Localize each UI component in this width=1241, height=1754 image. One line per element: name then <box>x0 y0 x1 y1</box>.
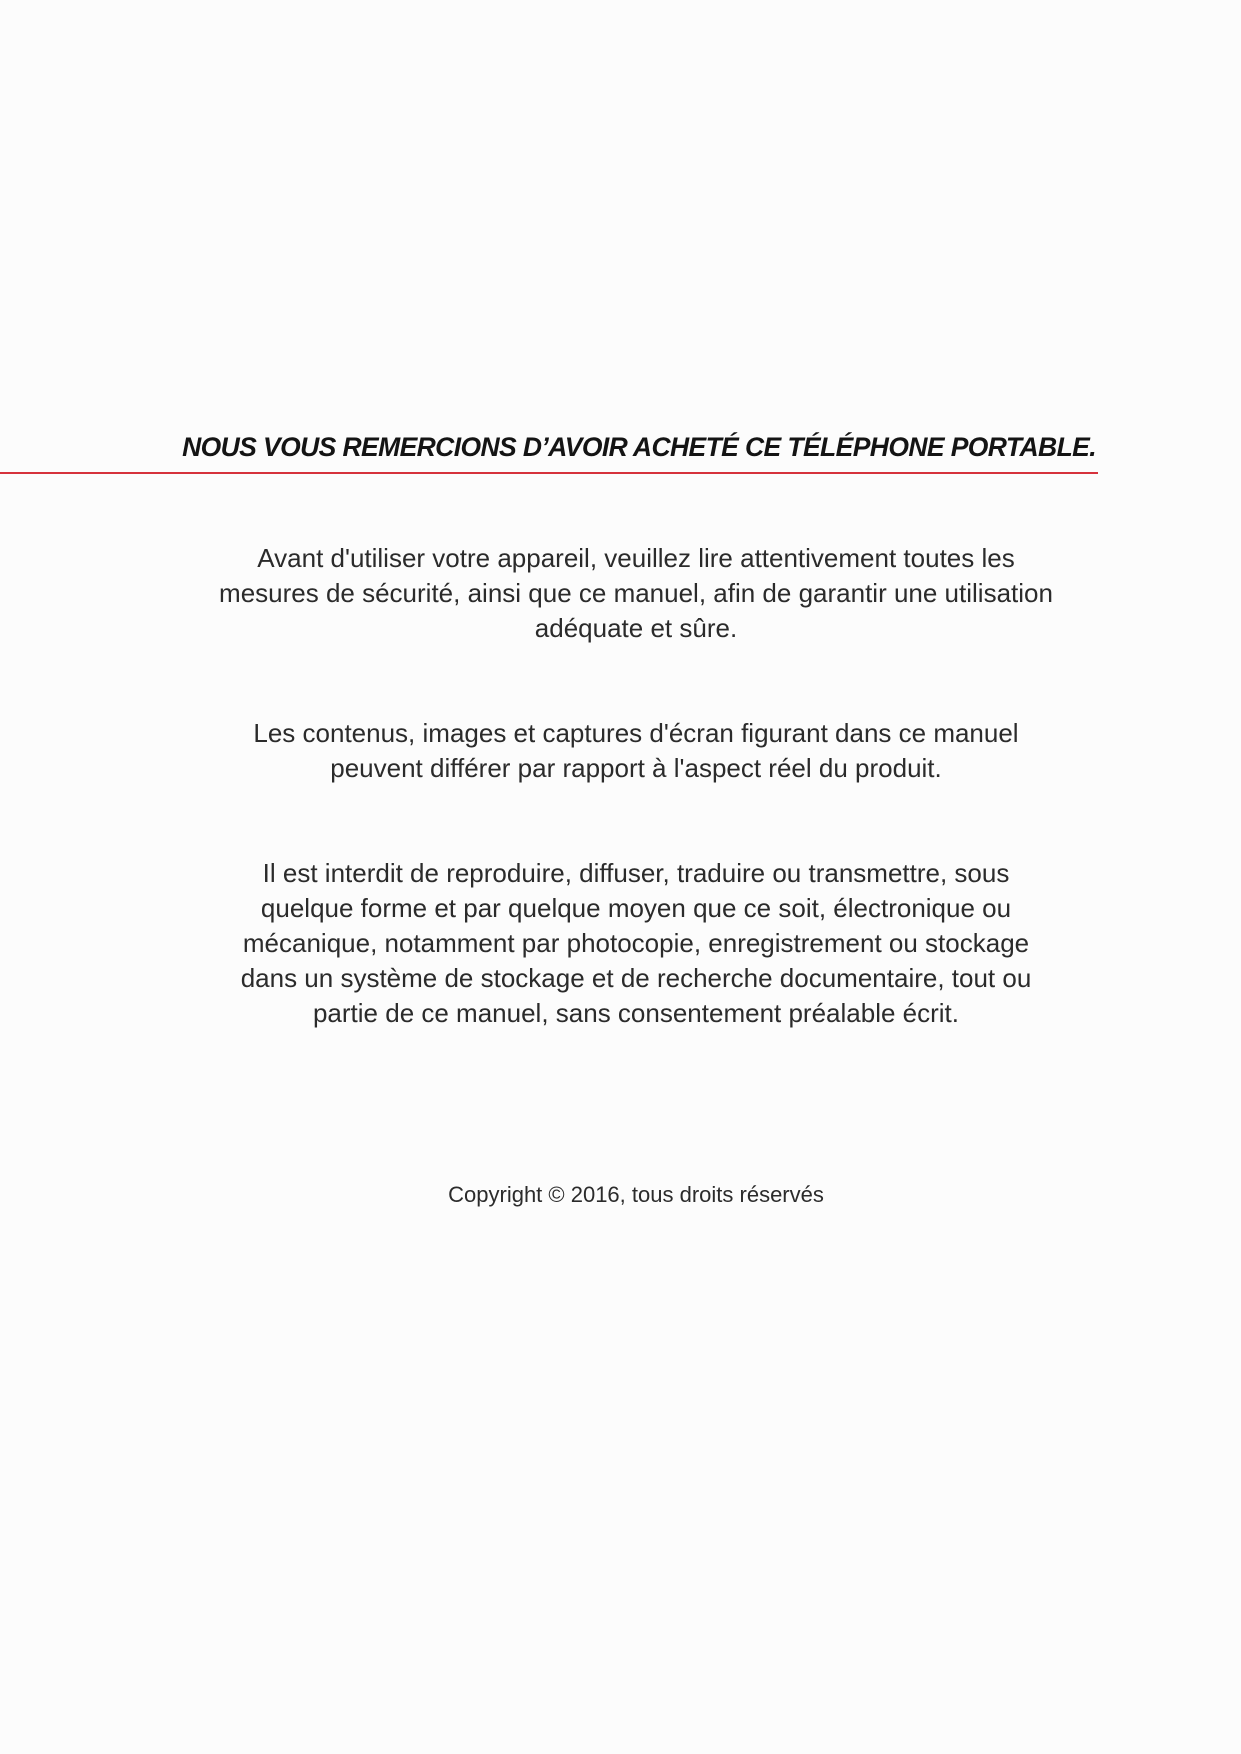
page-title: NOUS VOUS REMERCIONS D’AVOIR ACHETÉ CE TÉLÉPHONE PORTABLE. <box>182 432 1096 462</box>
paragraph-line: quelque forme et par quelque moyen que ce soit, électronique ou <box>260 893 1012 923</box>
paragraph-line: adéquate et sûre. <box>534 613 738 643</box>
paragraph-line: mesures de sécurité, ainsi que ce manuel, afin de garantir une utilisation <box>219 578 1053 608</box>
paragraph-line: partie de ce manuel, sans consentement préalable écrit. <box>312 998 960 1028</box>
title-divider <box>0 472 1098 474</box>
content-disclaimer-paragraph <box>160 716 1112 786</box>
paragraph-line: Il est interdit de reproduire, diffuser, traduire ou transmettre, sous <box>262 858 1010 888</box>
paragraph-line: dans un système de stockage et de recherche documentaire, tout ou <box>240 963 1032 993</box>
paragraph-line: Avant d'utiliser votre appareil, veuillez lire attentivement toutes les <box>257 543 1015 573</box>
copyright-notice: Copyright © 2016, tous droits réservés <box>448 1182 824 1207</box>
reproduction-notice-paragraph <box>160 856 1112 1031</box>
paragraph-line: peuvent différer par rapport à l'aspect réel du produit. <box>330 753 942 783</box>
paragraph-line: Les contenus, images et captures d'écran figurant dans ce manuel <box>253 718 1019 748</box>
intro-paragraph <box>160 541 1112 646</box>
paragraph-line: mécanique, notamment par photocopie, enregistrement ou stockage <box>242 928 1030 958</box>
